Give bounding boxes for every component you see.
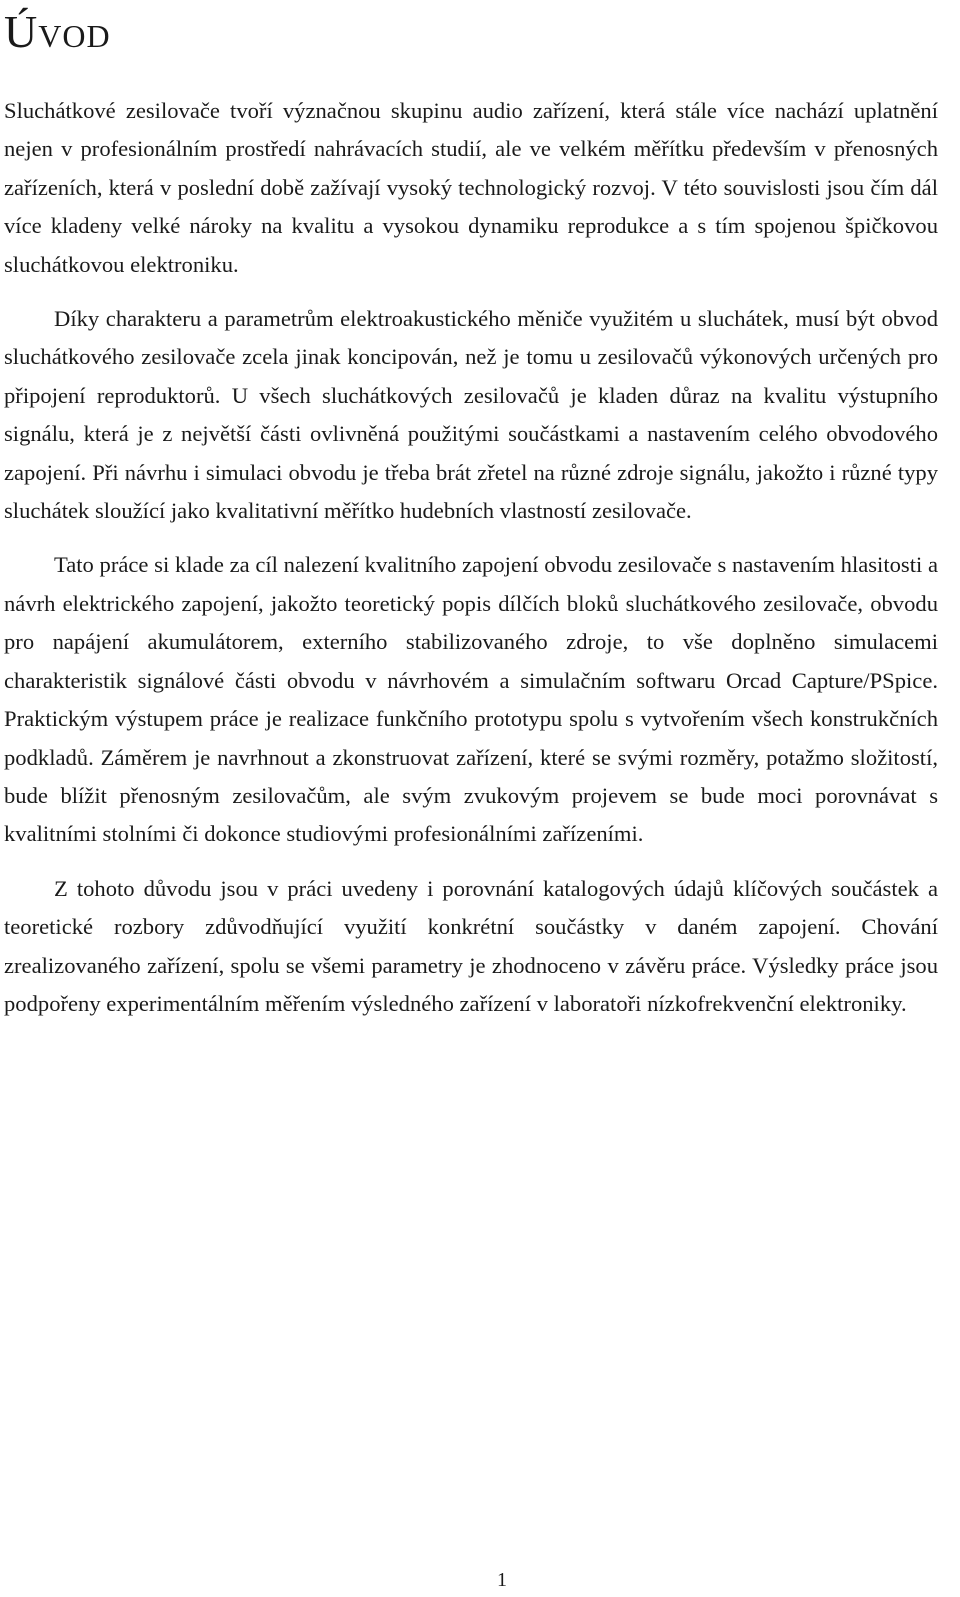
page-number: 1: [497, 1569, 507, 1591]
chapter-heading: Úvod: [4, 6, 111, 57]
body-text: [4, 92, 938, 1039]
paragraph-reasons: Z tohoto důvodu jsou v práci uvedeny i porovnání katalogových údajů klíčových součástek a teoretické rozbory zdůvodňující využití konkrétní součástky v daném zapojení. Chování zrealizovaného zařízení, spolu se všemi parametry je zhodnoceno v závěru práce. Výsledky práce jsou podpořeny experimentálním měřením výsledného zařízení v laboratoři nízkofrekvenční elektroniky.: [4, 875, 938, 1016]
paragraph-intro: Sluchátkové zesilovače tvoří význačnou skupinu audio zařízení, která stále více nachází uplatnění nejen v profesionálním prostředí nahrávacích studií, ale ve velkém měřítku především v přenosných zařízeních, která v poslední době zažívají vysoký technologický rozvoj. V této souvislosti jsou čím dál více kladeny velké nároky na kvalitu a vysokou dynamiku reprodukce a s tím spojenou špičkovou sluchátkovou elektroniku.: [4, 98, 938, 277]
paragraph-characteristics: Díky charakteru a parametrům elektroakustického měniče využitém u sluchátek, musí být obvod sluchátkového zesilovače zcela jinak koncipován, než je tomu u zesilovačů výkonových určených pro připojení reproduktorů. U všech sluchátkových zesilovačů je kladen důraz na kvalitu výstupního signálu, která je z největší části ovlivněná použitými součástkami a nastavením celého obvodového zapojení. Při návrhu i simulaci obvodu je třeba brát zřetel na různé zdroje signálu, jakožto i různé typy sluchátek sloužící jako kvalitativní měřítko hudebních vlastností zesilovače.: [4, 306, 938, 524]
paragraph-goals: Tato práce si klade za cíl nalezení kvalitního zapojení obvodu zesilovače s nastavením hlasitosti a návrh elektrického zapojení, jakožto teoretický popis dílčích bloků sluchátkového zesilovače, obvodu pro napájení akumulátorem, externího stabilizovaného zdroje, to vše doplněno simulacemi charakteristik signálové části obvodu v návrhovém a simulačním softwaru Orcad Capture/PSpice. Praktickým výstupem práce je realizace funkčního prototypu spolu s vytvořením všech konstrukčních podkladů. Záměrem je navrhnout a zkonstruovat zařízení, které se svými rozměry, potažmo složitostí, bude blížit přenosným zesilovačům, ale svým zvukovým projevem se bude moci porovnávat s kvalitními stolními či dokonce studiovými profesionálními zařízeními.: [4, 552, 938, 847]
